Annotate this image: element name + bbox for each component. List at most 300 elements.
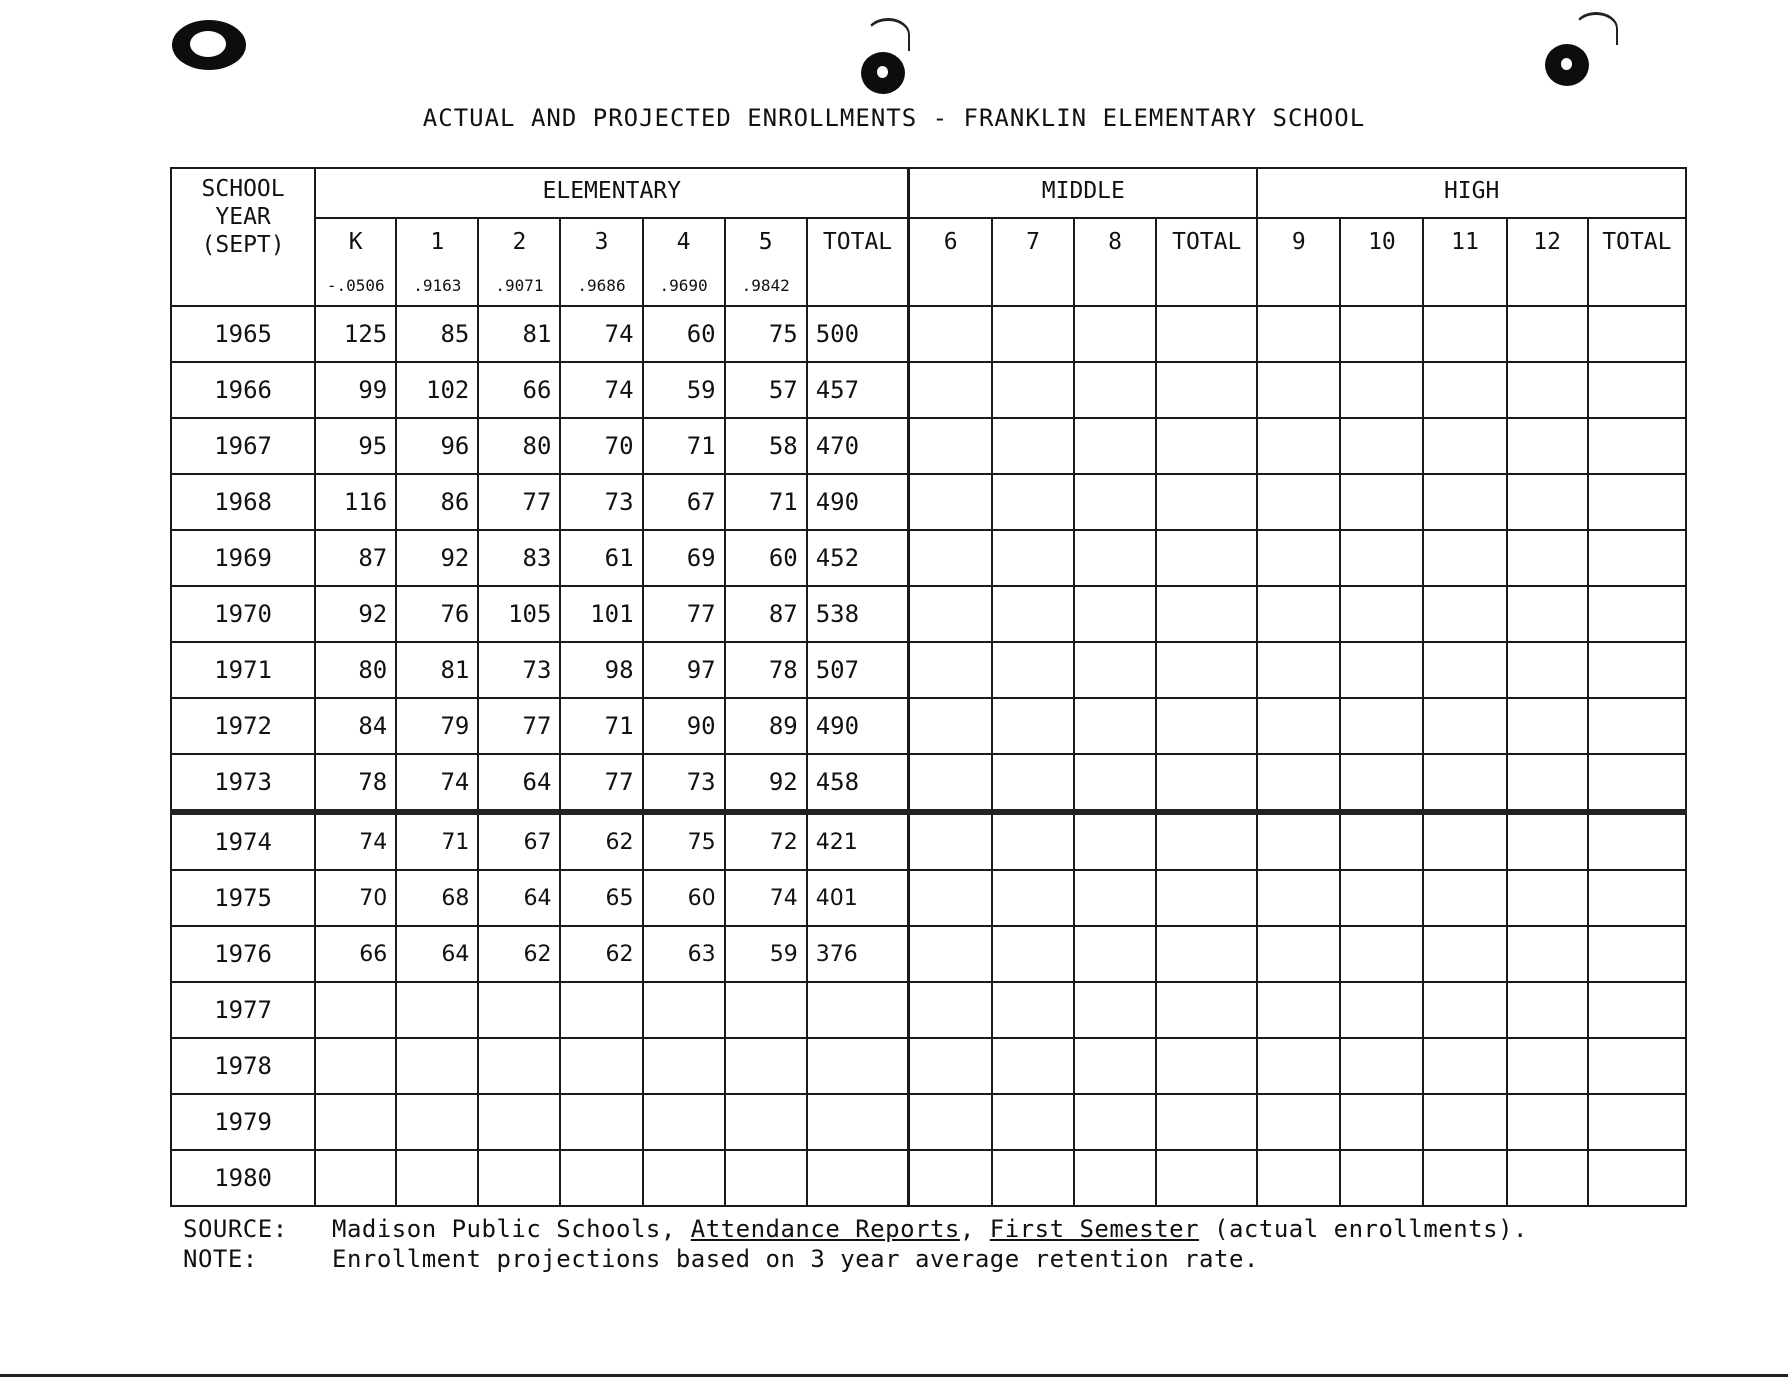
middle-school-cell <box>992 474 1074 530</box>
middle-school-cell <box>1156 870 1257 926</box>
school-year-cell: 1967 <box>171 418 315 474</box>
school-year-cell: 1980 <box>171 1150 315 1206</box>
middle-school-cell <box>992 870 1074 926</box>
elementary-grade-cell: 78 <box>315 754 396 812</box>
elementary-total-cell: 538 <box>807 586 909 642</box>
high-school-cell <box>1340 926 1423 982</box>
high-school-cell <box>1257 870 1340 926</box>
elementary-grade-cell: 97 <box>643 642 725 698</box>
high-school-cell <box>1423 306 1506 362</box>
high-school-cell <box>1423 812 1506 870</box>
middle-school-cell <box>1074 698 1156 754</box>
high-school-cell <box>1340 642 1423 698</box>
high-school-cell <box>1588 362 1686 418</box>
table-row <box>171 474 1686 530</box>
punch-hole-left <box>172 20 246 70</box>
high-school-cell <box>1588 418 1686 474</box>
high-school-cell <box>1423 530 1506 586</box>
punch-hole-arc-middle <box>866 18 910 51</box>
high-school-cell <box>1257 812 1340 870</box>
elementary-grade-cell: 105 <box>478 586 560 642</box>
elementary-grade-cell: 83 <box>478 530 560 586</box>
high-school-cell <box>1588 1094 1686 1150</box>
school-year-cell: 1974 <box>171 812 315 870</box>
middle-school-cell <box>909 306 992 362</box>
middle-school-cell <box>909 754 992 812</box>
high-school-cell <box>1423 1094 1506 1150</box>
elementary-grade-cell: 59 <box>643 362 725 418</box>
grade-header-11: 11 <box>1423 218 1506 306</box>
middle-school-cell <box>909 418 992 474</box>
middle-school-cell <box>1074 926 1156 982</box>
table-row <box>171 982 1686 1038</box>
elementary-grade-cell: 60 <box>643 870 725 926</box>
elementary-grade-cell: 92 <box>315 586 396 642</box>
middle-school-cell <box>1074 418 1156 474</box>
elementary-grade-cell: 77 <box>478 698 560 754</box>
middle-school-cell <box>1074 1094 1156 1150</box>
elementary-grade-cell: 77 <box>478 474 560 530</box>
elementary-total-cell: 421 <box>807 812 909 870</box>
high-school-cell <box>1588 926 1686 982</box>
high-school-cell <box>1507 982 1588 1038</box>
middle-school-cell <box>992 1150 1074 1206</box>
grade-header-9: 9 <box>1257 218 1340 306</box>
table-header <box>171 168 1686 306</box>
high-school-cell <box>1257 926 1340 982</box>
high-school-cell <box>1423 698 1506 754</box>
elementary-grade-cell: 89 <box>725 698 807 754</box>
high-school-cell <box>1423 754 1506 812</box>
elementary-grade-cell <box>396 1038 478 1094</box>
middle-school-cell <box>992 306 1074 362</box>
school-year-cell: 1973 <box>171 754 315 812</box>
elementary-grade-cell <box>396 1150 478 1206</box>
grade-header-10: 10 <box>1340 218 1423 306</box>
elementary-grade-cell <box>560 982 642 1038</box>
table-row <box>171 754 1686 812</box>
elementary-grade-cell: 64 <box>478 870 560 926</box>
elementary-grade-cell <box>315 1094 396 1150</box>
high-school-cell <box>1340 698 1423 754</box>
high-school-cell <box>1507 586 1588 642</box>
middle-school-cell <box>992 926 1074 982</box>
elementary-total-cell: 470 <box>807 418 909 474</box>
elementary-grade-cell: 71 <box>643 418 725 474</box>
school-year-header <box>171 168 315 306</box>
elementary-grade-cell <box>315 1150 396 1206</box>
punch-hole-right <box>1545 44 1589 86</box>
high-school-cell <box>1257 642 1340 698</box>
first-semester-ref: First Semester <box>989 1215 1200 1243</box>
elementary-total-cell: 490 <box>807 698 909 754</box>
high-school-cell <box>1257 754 1340 812</box>
high-school-cell <box>1507 1094 1588 1150</box>
elementary-grade-cell <box>478 1150 560 1206</box>
school-year-cell: 1969 <box>171 530 315 586</box>
middle-school-cell <box>909 642 992 698</box>
group-header-elementary: ELEMENTARY <box>315 168 909 218</box>
elementary-grade-cell <box>560 1094 642 1150</box>
middle-school-cell <box>992 642 1074 698</box>
high-school-cell <box>1507 530 1588 586</box>
middle-school-cell <box>992 754 1074 812</box>
middle-school-cell <box>1074 306 1156 362</box>
high-school-cell <box>1423 1038 1506 1094</box>
school-year-cell: 1972 <box>171 698 315 754</box>
elementary-total-cell: 457 <box>807 362 909 418</box>
middle-school-cell <box>909 870 992 926</box>
high-school-cell <box>1507 642 1588 698</box>
grade-header-elementary-total: TOTAL <box>807 218 909 306</box>
source-line <box>183 1214 1683 1244</box>
elementary-grade-cell: 73 <box>560 474 642 530</box>
middle-school-cell <box>1156 642 1257 698</box>
middle-school-cell <box>1074 754 1156 812</box>
elementary-total-cell: 452 <box>807 530 909 586</box>
elementary-grade-cell: 92 <box>725 754 807 812</box>
elementary-grade-cell: 59 <box>725 926 807 982</box>
high-school-cell <box>1340 586 1423 642</box>
middle-school-cell <box>1074 982 1156 1038</box>
grade-header-12: 12 <box>1507 218 1588 306</box>
grade-header-middle-total: TOTAL <box>1156 218 1257 306</box>
high-school-cell <box>1257 362 1340 418</box>
middle-school-cell <box>1156 418 1257 474</box>
note-text: Enrollment projections based on 3 year average retention rate. <box>332 1245 1259 1273</box>
source-label: SOURCE: <box>183 1215 288 1243</box>
middle-school-cell <box>1074 362 1156 418</box>
grade-header-8: 8 <box>1074 218 1156 306</box>
elementary-total-cell: 490 <box>807 474 909 530</box>
elementary-grade-cell: 75 <box>643 812 725 870</box>
high-school-cell <box>1423 642 1506 698</box>
enrollment-table <box>170 167 1687 1207</box>
elementary-grade-cell: 71 <box>725 474 807 530</box>
high-school-cell <box>1340 982 1423 1038</box>
elementary-grade-cell <box>643 1038 725 1094</box>
table-row <box>171 870 1686 926</box>
elementary-grade-cell: 66 <box>315 926 396 982</box>
elementary-grade-cell: 81 <box>396 642 478 698</box>
middle-school-cell <box>992 982 1074 1038</box>
elementary-grade-cell: 76 <box>396 586 478 642</box>
high-school-cell <box>1340 474 1423 530</box>
elementary-grade-cell: 65 <box>560 870 642 926</box>
elementary-grade-cell: 99 <box>315 362 396 418</box>
middle-school-cell <box>1156 586 1257 642</box>
source-text-3: (actual enrollments). <box>1199 1215 1528 1243</box>
source-text-1: Madison Public Schools, <box>332 1215 691 1243</box>
high-school-cell <box>1588 586 1686 642</box>
high-school-cell <box>1507 1038 1588 1094</box>
elementary-grade-cell: 67 <box>643 474 725 530</box>
middle-school-cell <box>909 812 992 870</box>
elementary-grade-cell: 64 <box>478 754 560 812</box>
high-school-cell <box>1507 754 1588 812</box>
high-school-cell <box>1257 586 1340 642</box>
elementary-grade-cell: 60 <box>725 530 807 586</box>
middle-school-cell <box>1074 812 1156 870</box>
elementary-grade-cell: 96 <box>396 418 478 474</box>
elementary-grade-cell: 67 <box>478 812 560 870</box>
elementary-grade-cell: 125 <box>315 306 396 362</box>
high-school-cell <box>1423 926 1506 982</box>
elementary-grade-cell: 87 <box>315 530 396 586</box>
elementary-grade-cell <box>396 982 478 1038</box>
elementary-total-cell: 376 <box>807 926 909 982</box>
high-school-cell <box>1507 306 1588 362</box>
grade-header-6: 6 <box>909 218 992 306</box>
elementary-grade-cell: 72 <box>725 812 807 870</box>
elementary-grade-cell: 70 <box>560 418 642 474</box>
elementary-grade-cell: 87 <box>725 586 807 642</box>
elementary-grade-cell: 95 <box>315 418 396 474</box>
table-row <box>171 1150 1686 1206</box>
elementary-grade-cell: 77 <box>560 754 642 812</box>
high-school-cell <box>1507 418 1588 474</box>
elementary-grade-cell: 73 <box>643 754 725 812</box>
high-school-cell <box>1507 474 1588 530</box>
high-school-cell <box>1507 870 1588 926</box>
elementary-grade-cell <box>478 1038 560 1094</box>
table-row <box>171 306 1686 362</box>
retention-rate-5: .9842 <box>725 267 807 306</box>
middle-school-cell <box>992 418 1074 474</box>
school-year-cell: 1968 <box>171 474 315 530</box>
high-school-cell <box>1340 1038 1423 1094</box>
elementary-total-cell: 458 <box>807 754 909 812</box>
elementary-grade-cell <box>315 982 396 1038</box>
high-school-cell <box>1507 812 1588 870</box>
attendance-reports-ref: Attendance Reports <box>690 1215 960 1243</box>
high-school-cell <box>1588 530 1686 586</box>
middle-school-cell <box>909 1094 992 1150</box>
middle-school-cell <box>1074 586 1156 642</box>
middle-school-cell <box>992 698 1074 754</box>
elementary-grade-cell: 74 <box>396 754 478 812</box>
high-school-cell <box>1588 306 1686 362</box>
high-school-cell <box>1507 362 1588 418</box>
school-year-cell: 1971 <box>171 642 315 698</box>
high-school-cell <box>1588 474 1686 530</box>
middle-school-cell <box>992 1038 1074 1094</box>
high-school-cell <box>1588 754 1686 812</box>
grade-header-k: K <box>315 218 396 267</box>
elementary-grade-cell <box>643 982 725 1038</box>
middle-school-cell <box>1074 642 1156 698</box>
high-school-cell <box>1257 698 1340 754</box>
elementary-grade-cell: 101 <box>560 586 642 642</box>
school-year-line-1: SCHOOL <box>201 176 285 202</box>
elementary-grade-cell <box>396 1094 478 1150</box>
elementary-grade-cell <box>643 1094 725 1150</box>
high-school-cell <box>1257 530 1340 586</box>
high-school-cell <box>1507 698 1588 754</box>
elementary-grade-cell: 75 <box>725 306 807 362</box>
middle-school-cell <box>1156 306 1257 362</box>
elementary-grade-cell: 57 <box>725 362 807 418</box>
high-school-cell <box>1340 1094 1423 1150</box>
middle-school-cell <box>1156 754 1257 812</box>
table-row <box>171 698 1686 754</box>
table-row <box>171 1038 1686 1094</box>
elementary-grade-cell: 81 <box>478 306 560 362</box>
high-school-cell <box>1340 530 1423 586</box>
middle-school-cell <box>909 586 992 642</box>
high-school-cell <box>1588 1038 1686 1094</box>
elementary-grade-cell: 62 <box>560 926 642 982</box>
middle-school-cell <box>1156 474 1257 530</box>
middle-school-cell <box>1156 698 1257 754</box>
school-year-cell: 1966 <box>171 362 315 418</box>
high-school-cell <box>1257 1038 1340 1094</box>
middle-school-cell <box>1156 362 1257 418</box>
high-school-cell <box>1257 418 1340 474</box>
high-school-cell <box>1423 870 1506 926</box>
high-school-cell <box>1588 982 1686 1038</box>
table-body <box>171 306 1686 1206</box>
elementary-grade-cell <box>478 982 560 1038</box>
high-school-cell <box>1340 362 1423 418</box>
elementary-grade-cell: 80 <box>478 418 560 474</box>
high-school-cell <box>1423 586 1506 642</box>
middle-school-cell <box>1074 1038 1156 1094</box>
elementary-grade-cell: 84 <box>315 698 396 754</box>
high-school-cell <box>1507 1150 1588 1206</box>
school-year-cell: 1965 <box>171 306 315 362</box>
elementary-grade-cell: 73 <box>478 642 560 698</box>
middle-school-cell <box>992 1094 1074 1150</box>
table-row <box>171 362 1686 418</box>
high-school-cell <box>1257 474 1340 530</box>
elementary-total-cell <box>807 982 909 1038</box>
group-header-middle: MIDDLE <box>909 168 1257 218</box>
grade-header-2: 2 <box>478 218 560 267</box>
high-school-cell <box>1588 870 1686 926</box>
elementary-grade-cell: 74 <box>315 812 396 870</box>
high-school-cell <box>1588 698 1686 754</box>
middle-school-cell <box>1156 1150 1257 1206</box>
school-year-cell: 1970 <box>171 586 315 642</box>
grade-header-3: 3 <box>560 218 642 267</box>
middle-school-cell <box>992 362 1074 418</box>
middle-school-cell <box>909 1038 992 1094</box>
middle-school-cell <box>909 1150 992 1206</box>
note-label: NOTE: <box>183 1245 258 1273</box>
school-year-cell: 1976 <box>171 926 315 982</box>
elementary-grade-cell: 68 <box>396 870 478 926</box>
elementary-grade-cell <box>725 1094 807 1150</box>
source-text <box>332 1214 1528 1244</box>
punch-hole-arc-right <box>1574 12 1618 45</box>
middle-school-cell <box>1156 530 1257 586</box>
high-school-cell <box>1588 1150 1686 1206</box>
middle-school-cell <box>992 530 1074 586</box>
middle-school-cell <box>909 982 992 1038</box>
grade-header-4: 4 <box>643 218 725 267</box>
high-school-cell <box>1423 418 1506 474</box>
elementary-grade-cell: 70 <box>315 870 396 926</box>
elementary-grade-cell: 74 <box>560 306 642 362</box>
table-row <box>171 530 1686 586</box>
table-row <box>171 418 1686 474</box>
school-year-cell: 1978 <box>171 1038 315 1094</box>
elementary-grade-cell: 79 <box>396 698 478 754</box>
elementary-grade-cell: 98 <box>560 642 642 698</box>
high-school-cell <box>1423 474 1506 530</box>
middle-school-cell <box>1074 530 1156 586</box>
elementary-grade-cell: 80 <box>315 642 396 698</box>
high-school-cell <box>1423 1150 1506 1206</box>
elementary-grade-cell <box>725 982 807 1038</box>
elementary-total-cell: 507 <box>807 642 909 698</box>
elementary-total-cell <box>807 1038 909 1094</box>
school-year-cell: 1979 <box>171 1094 315 1150</box>
school-year-cell: 1977 <box>171 982 315 1038</box>
middle-school-cell <box>1156 926 1257 982</box>
middle-school-cell <box>909 362 992 418</box>
page-bottom-rule <box>0 1374 1788 1377</box>
retention-rate-3: .9686 <box>560 267 642 306</box>
high-school-cell <box>1257 306 1340 362</box>
elementary-grade-cell <box>478 1094 560 1150</box>
school-year-line-3: (SEPT) <box>201 232 285 258</box>
elementary-total-cell: 500 <box>807 306 909 362</box>
table-row <box>171 926 1686 982</box>
elementary-grade-cell: 116 <box>315 474 396 530</box>
high-school-cell <box>1257 1150 1340 1206</box>
footer-notes <box>183 1214 1683 1274</box>
high-school-cell <box>1340 870 1423 926</box>
elementary-total-cell <box>807 1094 909 1150</box>
elementary-grade-cell: 63 <box>643 926 725 982</box>
elementary-grade-cell: 71 <box>396 812 478 870</box>
elementary-grade-cell: 78 <box>725 642 807 698</box>
high-school-cell <box>1340 754 1423 812</box>
note-line <box>183 1244 1683 1274</box>
retention-rate-4: .9690 <box>643 267 725 306</box>
document-title: ACTUAL AND PROJECTED ENROLLMENTS - FRANKLIN ELEMENTARY SCHOOL <box>422 104 1366 132</box>
high-school-cell <box>1340 1150 1423 1206</box>
elementary-total-cell: 401 <box>807 870 909 926</box>
middle-school-cell <box>909 926 992 982</box>
high-school-cell <box>1340 306 1423 362</box>
table-row <box>171 1094 1686 1150</box>
elementary-grade-cell: 64 <box>396 926 478 982</box>
retention-rate-k: -.0506 <box>315 267 396 306</box>
middle-school-cell <box>909 474 992 530</box>
elementary-grade-cell: 66 <box>478 362 560 418</box>
elementary-grade-cell <box>725 1150 807 1206</box>
elementary-grade-cell <box>315 1038 396 1094</box>
high-school-cell <box>1423 982 1506 1038</box>
elementary-grade-cell: 102 <box>396 362 478 418</box>
elementary-grade-cell: 62 <box>560 812 642 870</box>
elementary-grade-cell: 60 <box>643 306 725 362</box>
elementary-grade-cell: 77 <box>643 586 725 642</box>
punch-hole-middle <box>861 52 905 94</box>
elementary-grade-cell: 62 <box>478 926 560 982</box>
high-school-cell <box>1340 812 1423 870</box>
middle-school-cell <box>909 698 992 754</box>
grade-header-1: 1 <box>396 218 478 267</box>
retention-rate-1: .9163 <box>396 267 478 306</box>
table-row <box>171 642 1686 698</box>
school-year-cell: 1975 <box>171 870 315 926</box>
table-row <box>171 812 1686 870</box>
high-school-cell <box>1507 926 1588 982</box>
